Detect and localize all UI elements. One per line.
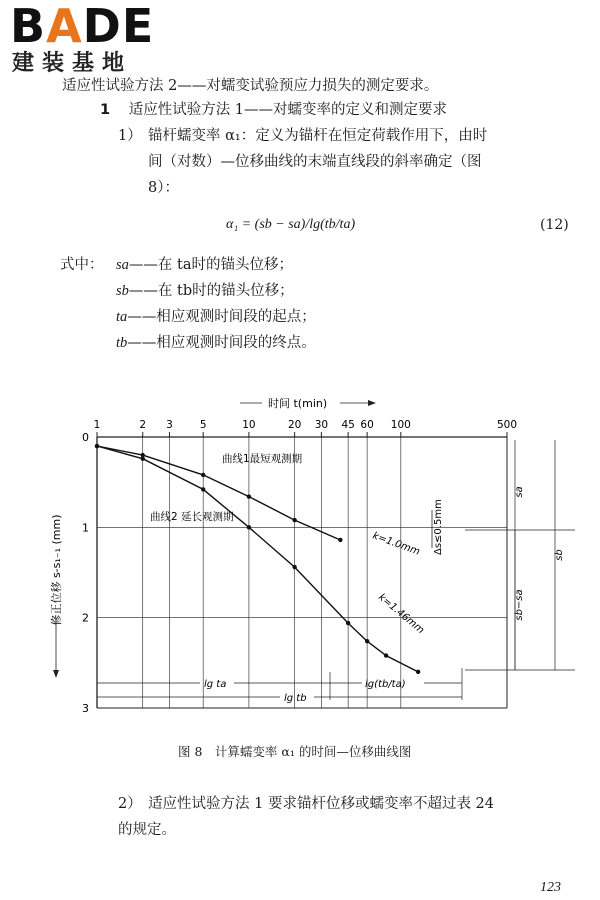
x-tick-label: 20 <box>287 419 302 431</box>
data-point <box>247 494 251 498</box>
item2-number: 2） <box>118 796 142 812</box>
x-tick-label: 30 <box>314 419 329 431</box>
series1-label: 曲线1最短观测期 <box>222 453 303 465</box>
data-point <box>346 621 350 625</box>
lg-tb-label: lg tb <box>284 693 307 704</box>
where-label: 式中： <box>60 257 104 273</box>
item1-line3: 8）： <box>148 180 179 196</box>
sb-minus-sa-label: sb−sa <box>514 589 525 621</box>
formula: α₁ = (sb − sa)/lg(tb/ta) <box>226 217 356 232</box>
definition-row: ta——相应观测时间段的起点； <box>116 309 316 325</box>
x-tick-label: 500 <box>496 419 518 431</box>
item1-line2: 间（对数）—位移曲线的末端直线段的斜率确定（图 <box>148 154 482 170</box>
x-tick-label: 60 <box>360 419 374 431</box>
data-point <box>365 639 369 643</box>
x-tick-label: 3 <box>166 419 173 431</box>
logo-wordmark: BADE <box>10 0 155 53</box>
figure-caption: 图 8 计算蠕变率 α₁ 的时间—位移曲线图 <box>178 744 412 759</box>
section-title: 适应性试验方法 1——对蠕变率的定义和测定要求 <box>128 102 448 118</box>
section-number: 1 <box>100 102 111 118</box>
data-point <box>95 444 99 448</box>
data-point <box>247 525 251 529</box>
y-axis-arrowhead <box>53 670 59 678</box>
y-axis-title: 修正位移 s-s₁₋₁ (mm) <box>50 514 63 626</box>
x-tick-label: 5 <box>199 419 207 431</box>
sa-label: sa <box>514 486 525 498</box>
y-tick-label: 0 <box>82 431 89 444</box>
data-point <box>338 538 342 542</box>
x-tick-label: 1 <box>93 419 101 431</box>
definition-row: sb——在 tb时的锚头位移； <box>116 283 294 299</box>
logo-subtitle: 建装基地 <box>12 51 133 76</box>
y-tick-label: 2 <box>82 611 89 625</box>
item2-line1: 适应性试验方法 1 要求锚杆位移或蠕变率不超过表 24 <box>148 796 495 812</box>
slope1-label: k=1.0mm <box>370 530 422 558</box>
lg-ta-label: lg ta <box>204 679 227 690</box>
x-tick-label: 45 <box>341 419 355 431</box>
intro-line: 适应性试验方法 2——对蠕变试验预应力损失的测定要求。 <box>62 78 439 94</box>
data-point <box>292 565 296 569</box>
x-tick-label: 2 <box>139 419 147 431</box>
definition-row: tb——相应观测时间段的终点。 <box>116 335 316 351</box>
data-point <box>201 473 205 477</box>
x-axis-title: 时间 t(min) <box>268 397 328 410</box>
series-line-2 <box>97 446 418 672</box>
y-tick-label: 3 <box>82 702 89 715</box>
x-axis-arrowhead <box>368 400 376 406</box>
item1-number: 1） <box>118 128 142 144</box>
series2-label: 曲线2 延长观测期 <box>150 511 234 523</box>
data-point <box>384 653 388 657</box>
x-tick-label: 10 <box>242 419 256 431</box>
y-tick-label: 1 <box>82 521 89 535</box>
sb-label: sb <box>554 549 565 561</box>
data-point <box>416 670 420 674</box>
delta-label: Δs≤0.5mm <box>433 499 444 555</box>
data-point <box>141 456 145 460</box>
x-tick-label: 100 <box>390 419 411 431</box>
data-point <box>201 487 205 491</box>
item1-line1: 锚杆蠕变率 α₁：定义为锚杆在恒定荷载作用下，由时 <box>148 128 488 144</box>
data-point <box>292 518 296 522</box>
formula-number: (12) <box>540 217 569 233</box>
definition-row: sa——在 ta时的锚头位移； <box>116 257 293 273</box>
item2-line2: 的规定。 <box>118 822 176 838</box>
lg-ratio-label: lg(tb/ta) <box>365 679 406 690</box>
page-number: 123 <box>540 880 561 895</box>
series-line-1 <box>97 446 340 540</box>
slope2-label: k=1.46mm <box>376 591 426 637</box>
